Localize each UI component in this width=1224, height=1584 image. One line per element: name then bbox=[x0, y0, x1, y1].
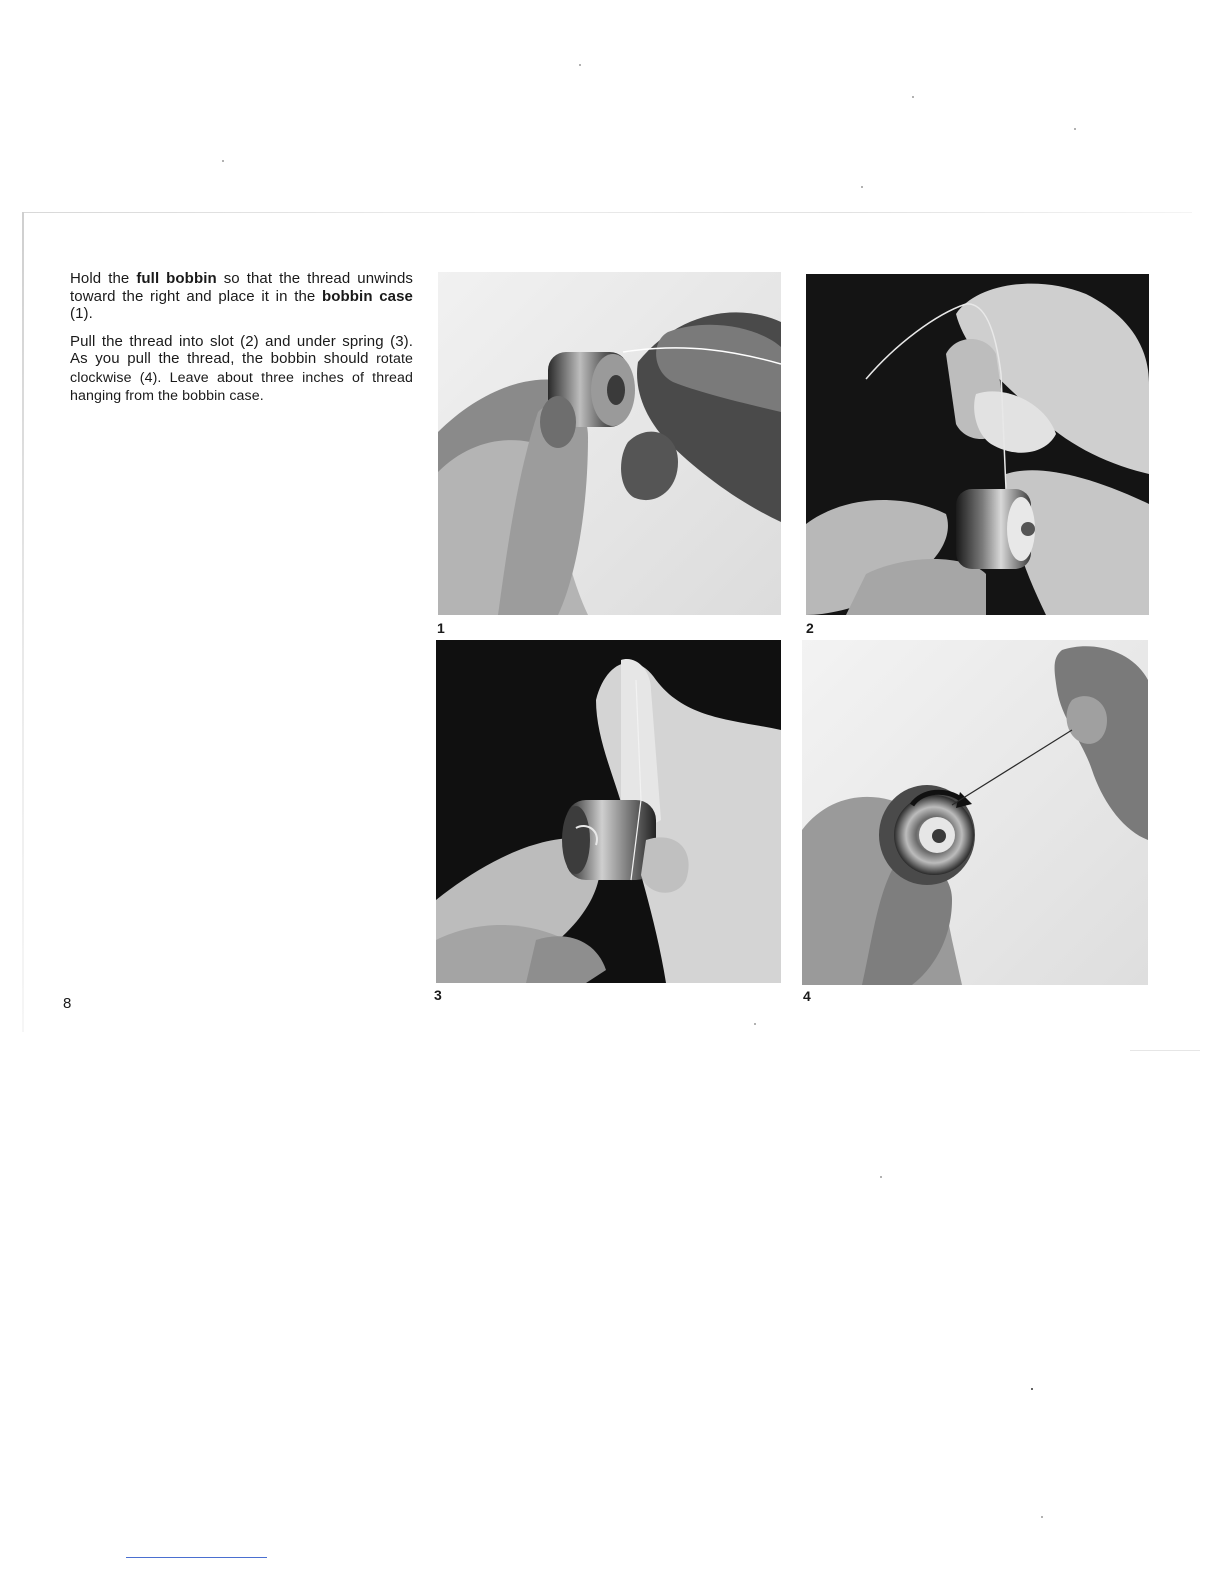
p1-text-middle: so that the thread unwinds toward the right and place it in the bbox=[70, 270, 413, 305]
bobbin-case-term: bobbin case bbox=[322, 287, 413, 305]
p1-text-start: Hold the bbox=[70, 270, 137, 287]
photo-figure-2 bbox=[806, 274, 1149, 615]
dust-speck bbox=[912, 96, 914, 98]
photo-figure-1 bbox=[438, 272, 781, 615]
scan-edge-top bbox=[22, 212, 1192, 213]
instruction-text bbox=[70, 270, 413, 416]
figure-label-1: 1 bbox=[437, 620, 445, 636]
p1-text-end: (1). bbox=[70, 305, 93, 322]
dust-speck bbox=[880, 1176, 882, 1178]
full-bobbin-term: full bobbin bbox=[136, 270, 217, 287]
photo-figure-4 bbox=[802, 640, 1148, 985]
p2-text-end: rotate clockwise (4). Leave about three inches of thread hanging from the bobbin case. bbox=[70, 351, 413, 404]
bobbin-rotating-clockwise-icon bbox=[802, 640, 1148, 985]
hand-holding-bobbin-icon bbox=[438, 272, 781, 615]
dust-speck bbox=[861, 186, 863, 188]
figure-label-3: 3 bbox=[434, 987, 442, 1003]
hand-pulling-thread-under-spring-icon bbox=[436, 640, 781, 983]
dust-speck bbox=[1031, 1388, 1033, 1390]
photo-figure-3 bbox=[436, 640, 781, 983]
scan-edge-bottom bbox=[1130, 1050, 1200, 1051]
instruction-paragraph-2 bbox=[70, 333, 413, 406]
figure-label-2: 2 bbox=[806, 620, 814, 636]
hand-pulling-thread-into-slot-icon bbox=[806, 274, 1149, 615]
blue-underline-mark bbox=[126, 1557, 267, 1558]
dust-speck bbox=[579, 64, 581, 66]
page-number: 8 bbox=[63, 995, 72, 1012]
dust-speck bbox=[1041, 1516, 1043, 1518]
figure-label-4: 4 bbox=[803, 988, 811, 1004]
scan-edge-left bbox=[22, 212, 24, 1032]
p2-text-start: Pull the thread into slot (2) and under spring (3). As you pull the thread, the bobbin should bbox=[70, 332, 413, 367]
instruction-paragraph-1 bbox=[70, 270, 413, 323]
dust-speck bbox=[754, 1023, 756, 1025]
dust-speck bbox=[1074, 128, 1076, 130]
dust-speck bbox=[222, 160, 224, 162]
